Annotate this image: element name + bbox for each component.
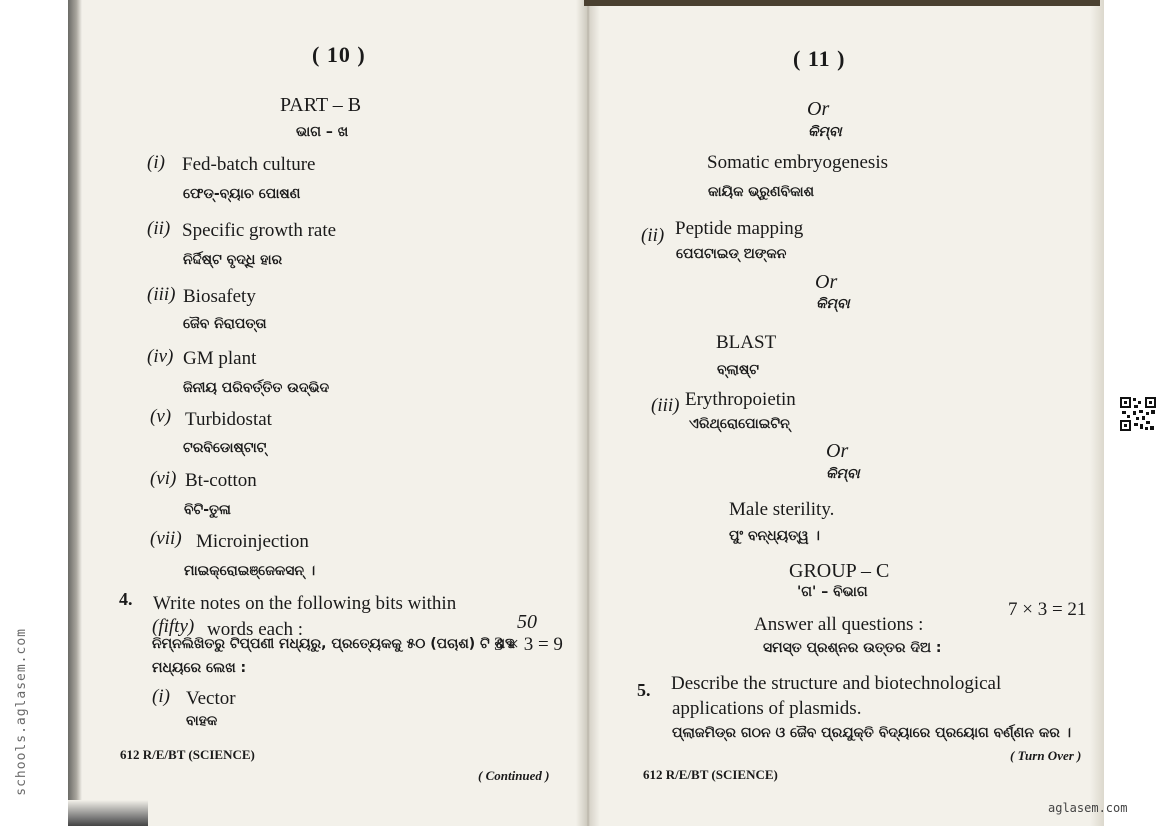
item-odia: ମାଇକ୍ରୋଇଞ୍ଜେକସନ୍ । [184,563,316,579]
term-male-sterility: Male sterility. [729,499,835,520]
page-number-left: ( 10 ) [312,42,366,67]
answer-all-instruction-odia: ସମସ୍ତ ପ୍ରଶ୍ନର ଉତ୍ତର ଦିଅ : [763,640,942,656]
part-title-odia: ଭାଗ – ଖ [296,124,349,140]
term-somatic: Somatic embryogenesis [707,152,888,173]
or-label: Or [807,98,830,120]
word-limit-words: (fifty) [152,616,195,637]
left-page-edge [68,0,82,826]
qr-code-icon [1119,396,1157,432]
book-spine [576,0,600,826]
term-blast-odia: ବ୍ଲାଷ୍ଟ [717,362,760,378]
item-number: (vii) [150,528,182,549]
item-label: Microinjection [196,531,309,552]
or-label: Or [826,440,849,462]
question-odia: ପ୍ଲାଜମିଡ୍‌ର ଗଠନ ଓ ଜୈବ ପ୍ରଯୁକ୍ତି ବିଦ୍ୟାରେ ପ୍ରୟୋଗ ବର୍ଣ୍ଣନ କର । [672,725,1072,741]
top-border [584,0,1100,6]
question-text-line2: applications of plasmids. [672,698,862,719]
group-title-odia: 'ଗ' – ବିଭାଗ [797,584,868,600]
item-number: (i) [152,686,170,707]
item-label: Peptide mapping [675,218,804,239]
answer-all-instruction: Answer all questions : [754,614,924,635]
item-label: Fed-batch culture [182,154,316,175]
item-label: Erythropoietin [685,389,796,410]
item-number: (v) [150,406,172,427]
or-label-odia: କିମ୍ବା [816,296,850,312]
item-number: (iii) [147,284,176,305]
item-label: Bt-cotton [185,470,257,491]
item-number: (i) [147,152,165,173]
item-label: Turbidostat [185,409,272,430]
term-male-sterility-odia: ପୁଂ ବନ୍ଧ୍ୟତ୍ୱ । [729,528,820,544]
or-label-odia: କିମ୍ବା [808,124,842,140]
bottom-shadow [68,800,148,826]
question-text: Describe the structure and biotechnological [671,673,1002,694]
or-label: Or [815,271,838,293]
question-text-line2: words each : [207,619,304,640]
item-odia: ଜୈବ ନିରାପତ୍ତା [183,316,267,332]
turn-over-label: ( Turn Over ) [1010,748,1082,763]
item-odia: ଜିନୀୟ ପରିବର୍ତ୍ତିତ ଉଦ୍ଭିଦ [183,380,330,396]
item-number: (ii) [147,218,171,239]
question-odia-line2: ମଧ୍ୟରେ ଲେଖ : [152,660,247,676]
footer-code-right: 612 R/E/BT (SCIENCE) [643,767,778,782]
page-number-right: ( 11 ) [793,46,846,71]
item-odia: ପେପଟାଇଡ୍ ଅଙ୍କନ [676,246,787,262]
item-number: (ii) [641,225,665,246]
footer-continued: ( Continued ) [478,768,550,783]
question-number: 4. [119,589,133,609]
footer-code-left: 612 R/E/BT (SCIENCE) [120,747,255,762]
or-label-odia: କିମ୍ବା [826,466,860,482]
corner-watermark: aglasem.com [1048,801,1128,815]
item-number: (iv) [147,346,174,367]
item-odia: ଫେଡ୍-ବ୍ୟାଚ ପୋଷଣ [183,186,301,202]
item-number: (iii) [651,395,680,416]
item-odia: ବାହକ [186,713,218,729]
item-label: GM plant [183,348,257,369]
question-text: Write notes on the following bits within [153,593,457,614]
item-odia: ଟରବିଡୋଷ୍ଟାଟ୍ [183,440,267,456]
item-label: Vector [186,688,236,709]
item-odia: ନିର୍ଦ୍ଦିଷ୍ଟ ବୃଦ୍ଧି ହାର [183,252,283,268]
question-number: 5. [637,680,651,700]
item-number: (vi) [150,468,177,489]
item-label: Specific growth rate [182,220,337,241]
term-blast: BLAST [716,332,777,353]
right-page-edge [1090,0,1104,826]
item-label: Biosafety [183,286,256,307]
group-title: GROUP – C [789,560,890,582]
question-odia-line1: ନିମ୍ନଲିଖିତରୁ ଟିପ୍ପଣୀ ମଧ୍ୟରୁ, ପ୍ରତ୍ୟେକକୁ ୫୦ (ପଚାଶ) ଟି ଶବ୍ଦ [152,636,515,652]
term-somatic-odia: କାୟିକ ଭ୍ରୁଣବିକାଶ [708,184,815,200]
word-limit-number: 50 [517,611,537,633]
part-title: PART – B [280,94,362,116]
group-marks: 7 × 3 = 21 [1008,599,1087,620]
side-watermark: schools.aglasem.com [14,628,29,796]
item-odia: ଏରିଥ୍ରୋପୋଇଟିନ୍ [689,416,790,432]
item-odia: ବିଟି-ତୁଳା [184,502,231,518]
question-marks: 3 × 3 = 9 [494,634,563,655]
